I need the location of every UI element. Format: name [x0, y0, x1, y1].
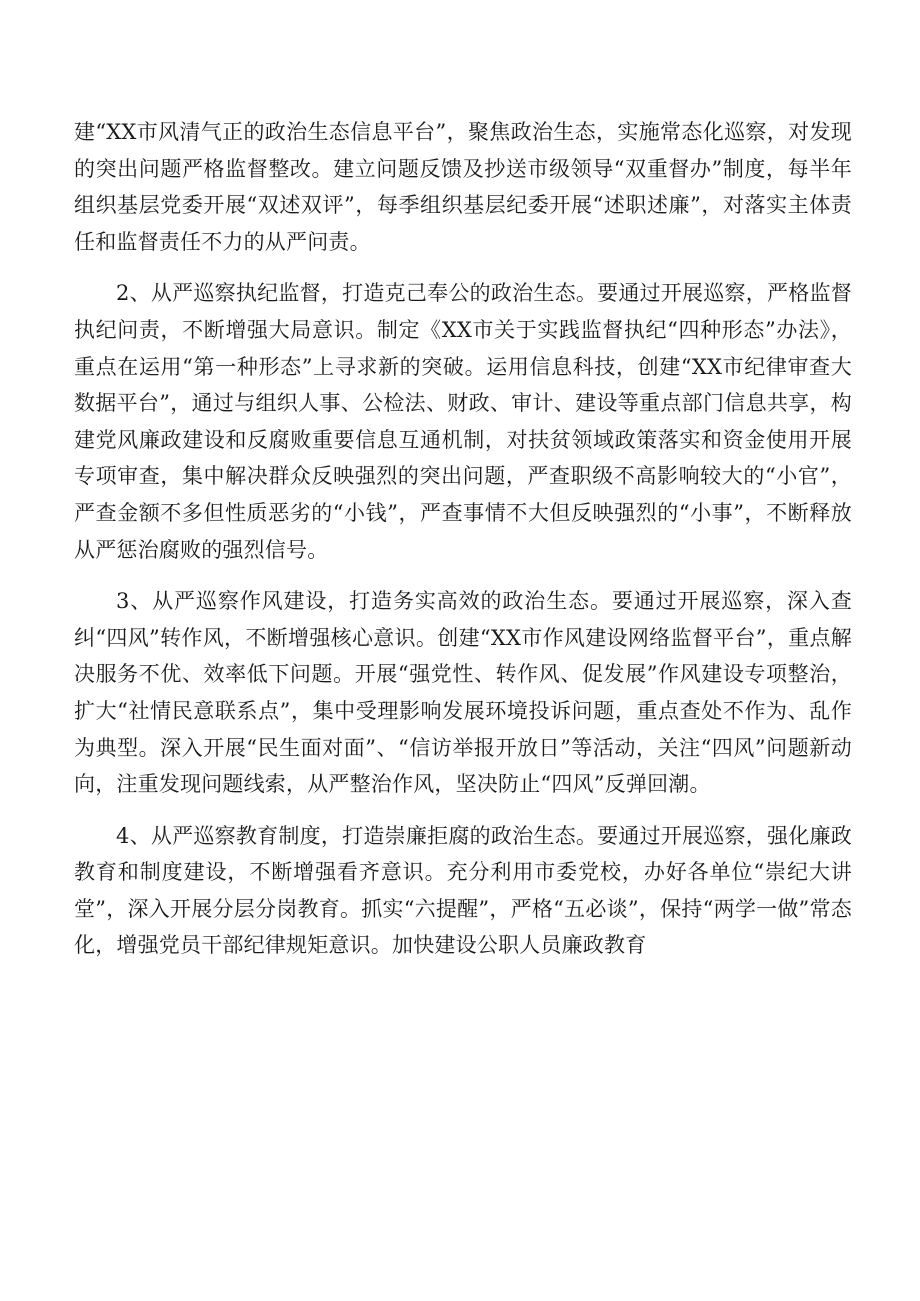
body-text	[74, 114, 852, 964]
paragraph-point-4: 4、从严巡察教育制度，打造崇廉拒腐的政治生态。要通过开展巡察，强化廉政教育和制度建设，不断增强看齐意识。充分利用市委党校，办好各单位“崇纪大讲堂”，深入开展分层分岗教育。抓实“六提醒”，严格“五必谈”，保持“两学一做”常态化，增强党员干部纪律规矩意识。加快建设公职人员廉政教育	[74, 823, 852, 958]
paragraph-point-3: 3、从严巡察作风建设，打造务实高效的政治生态。要通过开展巡察，深入查纠“四风”转作风，不断增强核心意识。创建“XX市作风建设网络监督平台”，重点解决服务不优、效率低下问题。开展“强党性、转作风、促发展”作风建设专项整治，扩大“社情民意联系点”，集中受理影响发展环境投诉问题，重点查处不作为、乱作为典型。深入开展“民生面对面”、“信访举报开放日”等活动，关注“四风”问题新动向，注重发现问题线索，从严整治作风，坚决防止“四风”反弹回潮。	[74, 589, 852, 797]
paragraph-point-2: 2、从严巡察执纪监督，打造克己奉公的政治生态。要通过开展巡察，严格监督执纪问责，不断增强大局意识。制定《XX市关于实践监督执纪“四种形态”办法》，重点在运用“第一种形态”上寻求新的突破。运用信息科技，创建“XX市纪律审查大数据平台”，通过与组织人事、公检法、财政、审计、建设等重点部门信息共享，构建党风廉政建设和反腐败重要信息互通机制，对扶贫领域政策落实和资金使用开展专项审查，集中解决群众反映强烈的突出问题，严查职级不高影响较大的“小官”，严查金额不多但性质恶劣的“小钱”，严查事情不大但反映强烈的“小事”，不断释放从严惩治腐败的强烈信号。	[74, 281, 852, 562]
paragraph-continued: 建“XX市风清气正的政治生态信息平台”，聚焦政治生态，实施常态化巡察，对发现的突出问题严格监督整改。建立问题反馈及抄送市级领导“双重督办”制度，每半年组织基层党委开展“双述双评”，每季组织基层纪委开展“述职述廉”，对落实主体责任和监督责任不力的从严问责。	[74, 120, 852, 254]
